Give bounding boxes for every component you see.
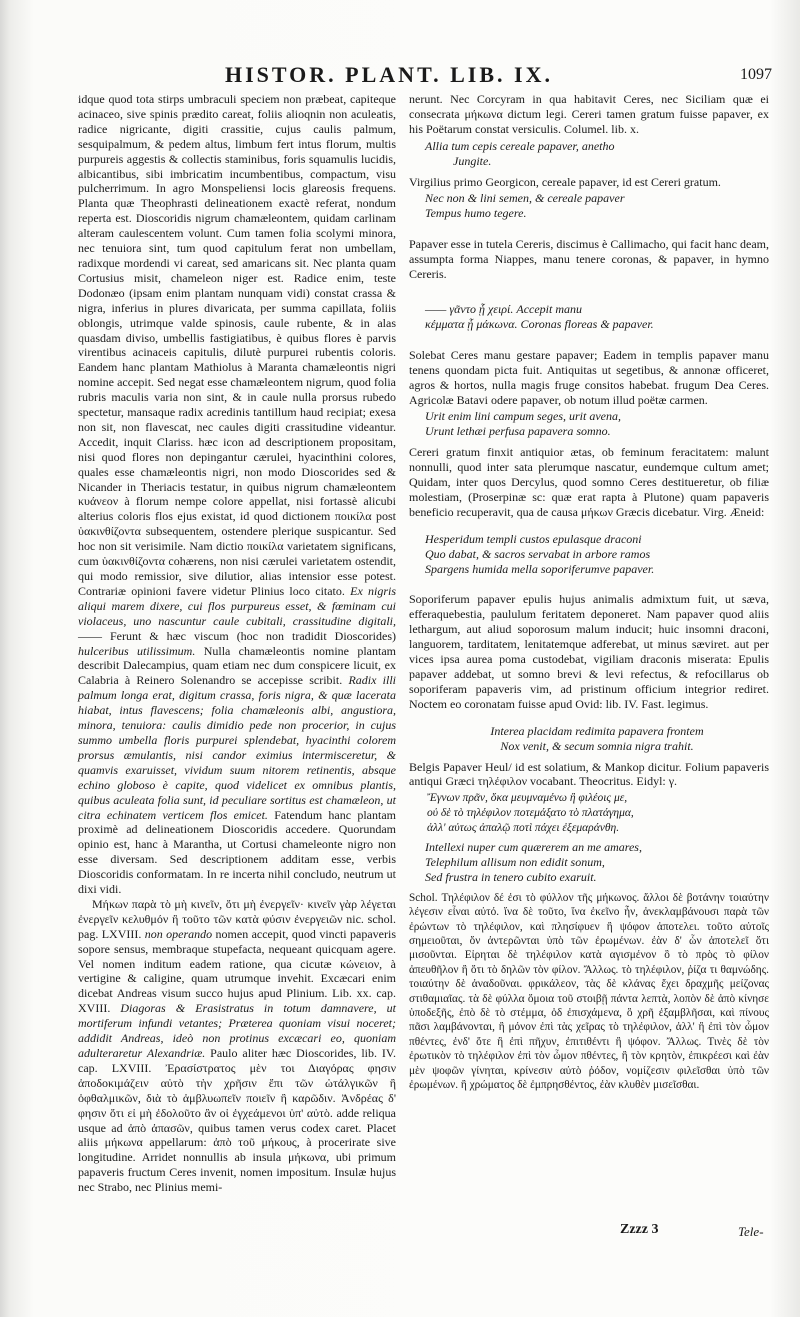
text-run: nic. schol. pag. LXVIII.	[78, 911, 396, 941]
page-number: 1097	[740, 66, 772, 83]
verse-line: Jungite.	[453, 153, 492, 168]
verse-line: Tempus humo tegere.	[425, 206, 527, 221]
text-run: Fatendum hanc plantam proximè ad delineationem Dioscoridis accedere. Quorundam opinio est, hanc à Marantha, ut Cortusi chameleonte nigro non esse diversam. Sed descriptionem additam esse, verbis Dioscoridis conformatam. In re incerta nihil concludo, neutrum ut dixi vidi.	[78, 807, 396, 897]
verse-line: Urit enim lini campum seges, urit avena,	[425, 409, 621, 424]
verse-line: Nox venit, & secum somnia nigra trahit.	[500, 738, 694, 753]
text-run: nomen accepit, quod vincti papaveris sopore sensus, membraque stupefacta, nequeant quicquam agere. Vel nomen inditum eadem ratione, qua cicutæ κώνειον, à vertigine & caligine, quam utrumque invehit. Excæcari enim dicebat Andreas visum succo hujus apud Plinium. Lib. xx. cap. XVIII.	[78, 926, 397, 1016]
signature-mark: Zzzz 3	[620, 1222, 659, 1237]
left-paragraph-2	[78, 897, 396, 1195]
verse-callimachus	[425, 302, 769, 332]
italic-quote: non operando	[144, 926, 213, 941]
catchword: Tele-	[738, 1224, 764, 1239]
italic-quote: Diagoras & Erasistratus in totum damnavere, ut mortiferum infundi vetantes; Præterea quoniam visui noceret; addidit Andreas, ideò non protinus excæcari eo, quoniam adulteraretur Alexandriæ.	[78, 1001, 396, 1060]
verse-ovid	[425, 724, 769, 754]
right-paragraph-2: Virgilius primo Georgicon, cereale papaver, id est Cereri gratum.	[409, 174, 721, 189]
right-paragraph-6: Soporiferum papaver epulis hujus animalis admixtum fuit, ut sæva, efferaquebestia, paululum feritatem deponeret. Nam papaver quod aliis lethargum, aut aliud soporosum malum inducit; huic insomni draconi, languorem, tarditatem, lenitatemque adferebat, ut minus sæviret. aut per vices ipsa aurea poma custodebat, vigiliam draconis miserata: Epulis papaver addebat, ut somno brevi & levi refectus, & refocillarus ob soporiferam papaveris vim, ad pristinum officium integrior rediret. Noctem eo coronatam fuisse apud Ovid: lib. IV. Fast. legimus.	[409, 592, 769, 711]
italic-quote: hulceribus utilissimum.	[78, 643, 196, 658]
right-paragraph-1: nerunt. Nec Corcyram in qua habitavit Ceres, nec Siciliam quæ ei consecrata μήκωνα dictum legi. Cereri tamen gratum fuisse papaver, ex his Poëtarum constat versiculis. Columel. lib. x.	[409, 92, 769, 136]
right-paragraph-5: Cereri gratum finxit antiquior ætas, ob feminum feracitatem: malunt nonnulli, quod inter sata plerumque nascatur, eundemque cultum amet; Quidam, inter quos Dercylus, quod somno Ceres destitueretur, ob filiæ molestiam, (Proserpinæ sc: quæ erat rapta à Plutone) quam papaveris beneficio recuperavit, qua de causa μήκων Græcis dicebatur. Virg. Æneid:	[409, 445, 769, 519]
right-paragraph-4: Solebat Ceres manu gestare papaver; Eadem in templis papaver manu tenens quondam picta fuit. Antiquitas ut segetibus, & annonæ officeret, agros & hortos, nulla magis fruge consitos habebat. frugum Dea Ceres. Agricolæ Batavi odere papaver, ob notum illud poëtæ carmen.	[409, 347, 769, 407]
verse-line: —— γᾶντο ᾗ χειρί. Accepit manu	[425, 301, 583, 316]
verse-line: οὐ δὲ τὸ τηλέφιλον ποτεμάξατο τὸ πλατάγημα,	[427, 807, 634, 820]
verse-line: Spargens humida mella soporiferumve papaver.	[425, 561, 655, 576]
verse-line: Quo dabat, & sacros servabat in arbore ramos	[425, 546, 651, 561]
verse-line: κέμματα ᾗ μάκωνα. Coronas floreas & papaver.	[425, 316, 654, 331]
greek-text: Μήκων παρὰ τὸ μὴ κινεῖν, ὅτι μὴ ἐνεργεῖν· κινεῖν γὰρ λέγεται ἐνεργεῖν κελυθμόν ἢ τοῦτο τῶν κατὰ φύσιν ἐνεργειῶν	[78, 896, 396, 926]
left-column	[78, 92, 396, 1195]
text-run: idque quod tota stirps umbraculi speciem non præbeat, capiteque acinaceo, sive spinis prædito careat, foliis alioqnin non aculeatis, radice nigricante, digiti crassitie, cujus caulis palmum, sesquipalmum, & pedem altus, limbum fert intus florum, multis purpureis aggestis & collectis staminibus, foris squamulis lucidis, albicantibus, sibi imbricatim incumbentibus, compactum, visu pulcherrimum. In agro Monspeliensi locis glareosis frequens. Planta quæ Theophrasti delineationem exactè referat, nondum reperta est. Dioscoridis nigrum chamæleontem, quidam carlinam alteram caulescentem volunt. Cum tamen folia scolymi minora, nec tenuiora sint, tum quod capitulum ferat non umbellam, radixque mordendi vi careat, sed amaricans sit. Nec planta quam Cortusius misit, chameleon niger est. Radice enim, teste Dodonæo (ipsam enim plantam nunquam vidi) constat crassa & nigra, inferius in plures divaricata, per summa capillata, foliis oblongis, utrimque valde spinosis, caule rubente, & in alas quasdam diviso, umbellis fastigiatibus, è quibus flores è parvis virentibus acinaceis capitulis, dilutè purpurei rubentis coloris. Eandem hanc plantam Mathiolus à Maranta chamæleontis nigri nomine accepit. Sed negat esse chamæleontem nigrum, quod folia rubris maculis varia non sint, & in caule nulla prorsus rubedo spectetur, mansaque radix acredinis tantillum haud recipiat; exesa non sit, non flavescat, nec caules digiti crassitudine videantur. Accedit, inquit Clariss. hæc icon ad descriptionem propositam, nisi quod flores non depingantur cærulei, hyacinthini colores, quales esse chamæleontis nigri, non modo Dioscorides sed & Nicander in Theriacis testatur, in quibus nigrum chamæleontem κυάνεον à florum nempe colore appellat, nisi fortassè alicubi alterius coloris flos ejus existat, id quod dictionem ποικίλα post ὑακινθίζοντα subsequentem, ostendere plerique suspicantur. Sed hoc non sit verisimile. Nam dictio ποικίλα varietatem significans, cum ὑακινθίζοντα cohærens, non nisi cærulei varietatem ostendit, qui modo remissior, sive dilutior, alias intensior esse potest. Contrariæ opinioni favere videtur Plinius loco citato.	[78, 92, 396, 598]
verse-columella	[425, 139, 769, 169]
right-paragraph-8: Schol. Τηλέφιλον δέ ἐσι τὸ φύλλον τῆς μήκωνος. ἄλλοι δὲ βοτάνην τοιαύτην λέγεσιν εἶναι αὐτό. ἵνα δὲ τοῦτο, ἵνα ἐκεῖνο ἦν, ἀνεκλαμβάνουσι παρὰ τῶν ἐρώντων τὸ τηλέφιλον, καὶ πλησίφυεν ἢ ψόφον ἀποτελει. τοῦτο αὐτοῖς σημειοῦται, ὅν ἀντερῶνται ὑπὸ τῶν ἐρωμένων. ἐὰν δ' ὧν ἀποτελεῖ ὅτι μισοῦνται. Εἰρηται δὲ τηλέφιλον κατὰ αγισμένον ὃ τὸ πρὸς τὸ φίλον ἀπευθῆλον ἢ ὅτι τὸ δηλῶν τὸν φίλον. Ἄλλως. τὸ τηλέφιλον, ῥίζα τι θαμνώδης. τοιαύτην δὲ ἀναδοῦναι. φρικάλεον, τὰς δὲ κλάνας ἔχει δραχμῆς μείζονας στιθαμιαῖας. τὰ δὲ φύλλα ὅμοια τοῦ στοιβῇ πάντα λεπτὰ, λοπὸν δὲ ἀπὸ κίνησε ὑποδεξῆς, ἐπὸ δὲ τὸ στέμμα, ὁδ ἐπισχάμενα, ὃ χρῆ ἐξαμβλῆσαι, καὶ πίνους πᾶσι λαμβάνονται, ἢ μόνον ἐπὶ τὰς χεῖρας τὸ τηλέφιλον, ἀλλ' ἢ ἐπὶ τὸν ὦμον πθέντες, ἐνδ' ὅτε ἢ ἐπὶ πῆχυν, ἐπιτιθέντι ἢ ψόφον. Ἄλλως. Τινὲς δὲ τὸν ἐρωτικὸν τὸ τηλέφιλον ἐπὶ τὸν ὦμον πθέντες, ἢ τὸν κρητὸν, ἐπικρέεσι καὶ ἐὰν μὲν ψοφῶν γίνηται, κρίνεσιν αὐτὸ ῥόδον, νομίζεσιν φιλεῖσθαι ὑπὸ τῶν ἐρωμένων. ἢ χρώματος δὲ ἐμπρησθέντος, ἐὰν κλυθὲν μισεῖσθαι.	[409, 891, 769, 1092]
verse-line: Hesperidum templi custos epulasque draconi	[425, 531, 642, 546]
verse-lethaei	[425, 409, 769, 439]
text-run: Paulo aliter hæc Dioscorides, lib. IV. cap. LXVIII. Ἐρασίστρατος μὲν τοι Διαγόρας φησιν ἀποδοκιμάζειν αὐτὸ τὴν χρῆσιν ἔπι τῶν ὠτάλγικῶν ἢ ὀφθαλμικῶν, διὰ τὸ ἀμβλυωπεῖν ποιεῖν ἢ καρῶδιν. Ἀνδρέας δ' φησιν ὅτι εἰ μὴ ἐδολοῦτο ἂν οἱ ἐγχεάμενοι ὑπ' αὐτὸ. adde reliqua usque ad ἀπὸ ἀπασῶν, quibus tamen verus codex caret. Placet aliis μήκωνα appellarum: ἀπὸ τοῦ μήκους, à procerirate sive longitudine. Arridet nonnullis ab insula μήκωνα, ubi primum papaveris fructum Ceres invenit, nomen impositum. Insulæ hujus nec Strabo, nec Plinius memi-	[78, 1046, 397, 1195]
italic-quote: Radix illi palmum longa erat, digitum crassa, foris nigra, & quæ lacerata hiabat, intus flavescens; folia chamæleonis albi, angustiora, minora, tenuiora: caulis dimidio pede non procerior, in cujus summo umbella floris purpurei splendebat, hyacinthi colorem prorsus æmulantis, nisi candor eximius intermisceretur, & quamvis exaruisset, vividum suum nitorem retinentis, absque echino globoso è capite, quod videlicet ex omnibus plantis, quibus aculeata folia sunt, id peculiare sortitus est chamæleon, ut citra echinatem verticem flos emicet.	[78, 673, 396, 822]
verse-line: Interea placidam redimita papavera frontem	[490, 723, 704, 738]
verse-line: Ἔγνων πρᾶν, ὅκα μευμναμένω ἢ φιλέοις με,	[427, 792, 628, 805]
text-run: —— Ferunt & hæc viscum	[78, 628, 229, 643]
verse-line: Urunt lethæi perfusa papavera somno.	[425, 424, 611, 439]
verse-aeneid	[425, 532, 769, 577]
verse-line: Sed frustra in tenero cubito exaruit.	[425, 869, 597, 884]
running-head: HISTOR. PLANT. LIB. IX.	[225, 62, 553, 87]
right-paragraph-3: Papaver esse in tutela Cereris, discimus è Callimacho, qui facit hanc deam, assumpta forma Niappes, manu tenere coronas, & papaver, in hymno Cereris.	[409, 237, 769, 282]
verse-theocritus-greek	[427, 791, 769, 836]
italic-quote: Ex nigris aliqui marem dixere, cui flos purpureus esset, & fœminam cui violaceus, uno nascuntur caule cubitali, crassitudine digitali,	[78, 583, 397, 628]
verse-line: Intellexi nuper cum quærerem an me amares,	[425, 840, 642, 855]
verse-theocritus-latin	[425, 840, 769, 885]
text-run: Nulla chamæleontis nomine plantam describit Dalecampius, quam etiam nec dum conspicere licuit, ex Calabria à Reinero Solenandro se accepisse scribit.	[78, 643, 396, 688]
verse-line: Allia tum cepis cereale papaver, anetho	[425, 138, 615, 153]
verse-line: Telephilum allisum non edidit sonum,	[425, 854, 605, 869]
verse-georgics	[425, 191, 769, 221]
left-paragraph-1	[78, 92, 396, 897]
right-paragraph-7: Belgis Papaver Heul/ id est solatium, & Mankop dicitur. Folium papaveris antiqui Græci τηλέφιλον vocabant. Theocritus. Eidyl: γ.	[409, 759, 769, 789]
verse-line: Nec non & lini semen, & cereale papaver	[425, 191, 625, 206]
right-column	[409, 92, 769, 1092]
text-run: (hoc non tradidit Dioscorides)	[236, 628, 396, 643]
verse-line: ἀλλ' αὐτως ἀπαλῷ ποτὶ πάχει ἐξεμαράνθη.	[427, 822, 620, 835]
